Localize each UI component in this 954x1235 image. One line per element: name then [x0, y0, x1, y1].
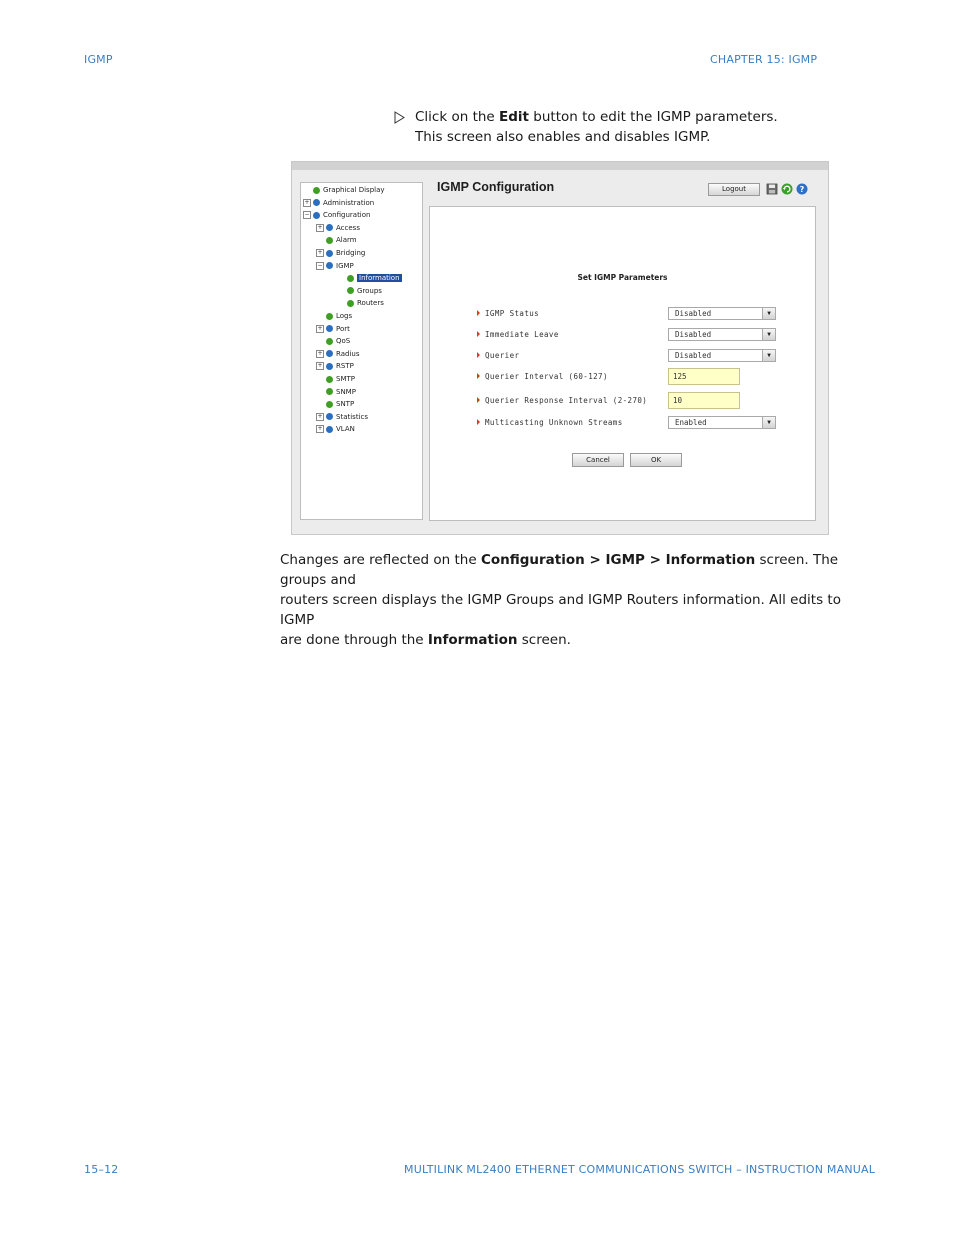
- collapse-icon[interactable]: −: [317, 261, 323, 269]
- tree-item-label: QoS: [336, 337, 351, 346]
- tree-item-label: Port: [336, 324, 350, 333]
- instruction-suffix: button to edit the IGMP parameters.: [528, 109, 778, 125]
- bullet-arrow-icon: [477, 397, 480, 403]
- parameter-label: Querier Interval (60-127): [485, 371, 608, 381]
- save-icon[interactable]: [766, 183, 778, 195]
- navigation-tree: [300, 182, 423, 520]
- select-value: Disabled: [675, 330, 712, 339]
- tree-item-label: SNTP: [336, 400, 355, 409]
- svg-text:?: ?: [799, 185, 805, 194]
- page-node-icon: [347, 275, 354, 282]
- description-paragraph: [280, 550, 850, 650]
- para-bold-information: Information: [427, 632, 518, 648]
- tree-item[interactable]: [303, 209, 370, 221]
- parameter-label: IGMP Status: [485, 308, 540, 318]
- tree-item-label: Routers: [357, 299, 384, 308]
- tree-item[interactable]: [316, 348, 359, 360]
- header-chapter-label: CHAPTER 15: IGMP: [710, 53, 818, 66]
- parameter-select[interactable]: [668, 349, 776, 362]
- folder-node-icon: [326, 413, 333, 420]
- bullet-arrow-icon: [477, 419, 480, 425]
- folder-node-icon: [326, 350, 333, 357]
- page-node-icon: [326, 376, 333, 383]
- parameter-row: [477, 327, 559, 341]
- dropdown-arrow-icon[interactable]: ▼: [762, 417, 775, 428]
- footer-manual-title: MULTILINK ML2400 ETHERNET COMMUNICATIONS SWITCH – INSTRUCTION MANUAL: [404, 1163, 876, 1176]
- tree-item[interactable]: [316, 222, 360, 234]
- tree-item-label: VLAN: [336, 425, 355, 434]
- tree-item-label: Access: [336, 223, 360, 232]
- parameter-label: Immediate Leave: [485, 329, 559, 339]
- expand-icon[interactable]: +: [317, 249, 323, 256]
- content-panel: [429, 206, 816, 521]
- para-text-2: screen. The groups and: [280, 552, 839, 588]
- tree-item[interactable]: [316, 335, 350, 347]
- page-node-icon: [313, 187, 320, 194]
- instruction-bullet-icon: [394, 111, 403, 123]
- parameter-row: [477, 393, 647, 407]
- bullet-arrow-icon: [477, 373, 480, 379]
- parameter-input[interactable]: 125: [668, 368, 740, 385]
- tree-item-label: Administration: [323, 198, 375, 207]
- logout-button[interactable]: Logout: [708, 183, 760, 196]
- igmp-configuration-screenshot: [291, 161, 829, 535]
- tree-item[interactable]: [316, 423, 355, 435]
- tree-item[interactable]: [337, 285, 382, 297]
- tree-item[interactable]: [316, 373, 355, 385]
- parameter-row: [477, 369, 608, 383]
- tree-item[interactable]: [316, 310, 352, 322]
- dropdown-arrow-icon[interactable]: ▼: [762, 308, 775, 319]
- folder-node-icon: [313, 199, 320, 206]
- para-text-3: routers screen displays the IGMP Groups and IGMP Routers information. All edits to IGMP: [280, 592, 841, 628]
- bullet-arrow-icon: [477, 352, 480, 358]
- para-text-4: are done through the: [280, 632, 428, 648]
- folder-node-icon: [326, 325, 333, 332]
- parameter-row: [477, 415, 623, 429]
- tree-item[interactable]: [337, 272, 402, 284]
- tree-item[interactable]: [316, 234, 357, 246]
- folder-node-icon: [326, 224, 333, 231]
- bullet-arrow-icon: [477, 331, 480, 337]
- cancel-button[interactable]: Cancel: [572, 453, 624, 467]
- page-title: IGMP Configuration: [437, 180, 555, 194]
- para-text-1: Changes are reflected on the: [280, 552, 481, 568]
- tree-item[interactable]: [316, 323, 350, 335]
- instruction-prefix: Click on the: [415, 109, 500, 125]
- tree-item-label: SNMP: [336, 387, 356, 396]
- tree-item[interactable]: [316, 247, 365, 259]
- tree-item[interactable]: [316, 411, 368, 423]
- tree-item-label: Groups: [357, 286, 382, 295]
- footer-page-number: 15–12: [84, 1163, 119, 1176]
- folder-node-icon: [326, 426, 333, 433]
- screenshot-top-bar: [292, 162, 828, 170]
- select-value: Enabled: [675, 418, 707, 427]
- parameter-select[interactable]: [668, 328, 776, 341]
- dropdown-arrow-icon[interactable]: ▼: [762, 350, 775, 361]
- tree-item-label: Information: [359, 274, 400, 283]
- tree-item-label: Bridging: [336, 249, 366, 257]
- instruction-bold: Edit: [499, 109, 529, 125]
- collapse-icon[interactable]: −: [304, 211, 310, 219]
- select-value: Disabled: [675, 309, 712, 318]
- tree-item-label: IGMP: [336, 261, 354, 270]
- tree-item-label: Graphical Display: [323, 186, 385, 194]
- instruction-line2: This screen also enables and disables IGMP.: [415, 129, 711, 145]
- page-node-icon: [326, 313, 333, 320]
- page-node-icon: [326, 388, 333, 395]
- expand-icon[interactable]: +: [317, 223, 323, 231]
- para-text-5: screen.: [517, 632, 571, 648]
- folder-node-icon: [313, 212, 320, 219]
- page-node-icon: [347, 300, 354, 307]
- parameter-label: Querier Response Interval (2-270): [485, 395, 648, 405]
- tree-item[interactable]: [316, 360, 354, 372]
- bullet-arrow-icon: [477, 310, 480, 316]
- expand-icon[interactable]: +: [317, 349, 323, 357]
- parameter-row: [477, 348, 519, 362]
- tree-item-label: Radius: [336, 349, 360, 358]
- tree-item-label: Configuration: [323, 211, 371, 220]
- para-bold-path: Configuration > IGMP > Information: [480, 552, 756, 568]
- expand-icon[interactable]: +: [317, 362, 323, 370]
- help-icon[interactable]: [796, 183, 808, 195]
- tree-item[interactable]: [303, 184, 385, 196]
- parameter-input[interactable]: 10: [668, 392, 740, 409]
- expand-icon[interactable]: +: [317, 425, 323, 433]
- parameter-select[interactable]: [668, 307, 776, 320]
- tree-item-label: RSTP: [336, 362, 354, 371]
- expand-icon[interactable]: +: [317, 412, 323, 420]
- refresh-icon[interactable]: [781, 183, 793, 195]
- expand-icon[interactable]: +: [317, 324, 323, 332]
- folder-node-icon: [326, 262, 333, 269]
- header-section-label: IGMP: [84, 53, 113, 66]
- dropdown-arrow-icon[interactable]: ▼: [762, 329, 775, 340]
- page-node-icon: [347, 287, 354, 294]
- tree-item[interactable]: [316, 398, 354, 410]
- select-value: Disabled: [675, 351, 712, 360]
- tree-item[interactable]: [316, 386, 356, 398]
- parameter-label: Querier: [485, 350, 520, 360]
- parameter-select[interactable]: [668, 416, 776, 429]
- tree-item-label: Alarm: [336, 236, 357, 245]
- instruction-text: [415, 107, 778, 147]
- page-node-icon: [326, 338, 333, 345]
- tree-item[interactable]: [316, 260, 354, 272]
- folder-node-icon: [326, 250, 333, 257]
- expand-icon[interactable]: +: [304, 198, 310, 206]
- tree-item-label: Statistics: [336, 412, 368, 421]
- folder-node-icon: [326, 363, 333, 370]
- form-title: Set IGMP Parameters: [577, 273, 668, 282]
- tree-item-label: Logs: [336, 312, 353, 320]
- parameter-row: [477, 306, 539, 320]
- tree-item[interactable]: [337, 297, 384, 309]
- ok-button[interactable]: OK: [630, 453, 682, 467]
- parameter-label: Multicasting Unknown Streams: [485, 417, 623, 427]
- page-node-icon: [326, 401, 333, 408]
- tree-item[interactable]: [303, 197, 374, 209]
- page-node-icon: [326, 237, 333, 244]
- tree-item-label: SMTP: [336, 375, 355, 383]
